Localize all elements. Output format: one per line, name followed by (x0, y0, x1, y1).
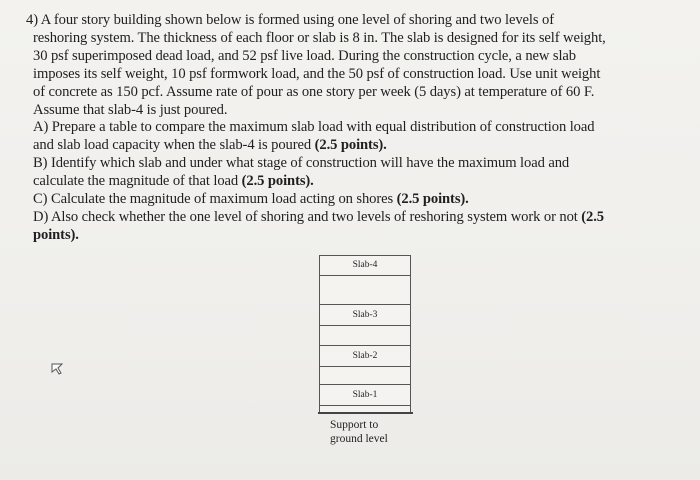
part-a-text: and slab load capacity when the slab-4 is poured (33, 137, 315, 154)
slab-4-box (319, 255, 411, 276)
problem-line-5: of concrete as 150 pcf. Assume rate of pour as one story per week (5 days) at temperature of 60 F. (33, 83, 595, 100)
part-c-text: C) Calculate the magnitude of maximum load acting on shores (33, 191, 397, 208)
part-b-line-1: B) Identify which slab and under what stage of construction will have the maximum load and (33, 155, 570, 172)
part-b-points: (2.5 points). (241, 173, 314, 190)
part-c-line (26, 191, 678, 209)
part-d-text: D) Also check whether the one level of shoring and two levels of reshoring system work or not (33, 208, 582, 225)
slab-3-box (319, 304, 411, 326)
part-a-line-2 (26, 137, 678, 155)
problem-line-4: imposes its self weight, 10 psf formwork load, and the 50 psf of construction load. Use unit weight (33, 65, 601, 82)
part-d-points-a: (2.5 (581, 208, 604, 225)
slab-3-label: Slab-3 (352, 310, 378, 320)
slab-4-label: Slab-4 (352, 260, 378, 270)
part-b-line-2 (26, 173, 678, 191)
problem-line-2: reshoring system. The thickness of each floor or slab is 8 in. The slab is designed for its self weight, (33, 29, 606, 46)
reshore-level-2 (319, 367, 411, 384)
part-c-points: (2.5 points). (396, 191, 469, 208)
part-a-points: (2.5 points). (314, 137, 387, 154)
support-caption-line-2: ground level (330, 433, 388, 445)
problem-line-3: 30 psf superimposed dead load, and 52 psf live load. During the construction cycle, a new slab (33, 47, 576, 64)
slab-2-box (319, 345, 411, 367)
slab-2-label: Slab-2 (352, 351, 378, 361)
shore-level-1 (319, 276, 411, 304)
part-d-line-2: points). (33, 226, 79, 243)
slab-1-label: Slab-1 (352, 390, 378, 400)
reshore-level-1 (319, 326, 411, 345)
support-caption-line-1: Support to (330, 419, 379, 431)
problem-line-6: Assume that slab-4 is just poured. (33, 101, 228, 118)
support-caption (330, 418, 388, 446)
part-a-line-1: A) Prepare a table to compare the maximum slab load with equal distribution of construction load (33, 119, 595, 136)
part-b-text: calculate the magnitude of that load (33, 173, 242, 190)
problem-line-1: 4) A four story building shown below is formed using one level of shoring and two levels of (26, 12, 554, 28)
slab-1-box (319, 384, 411, 406)
ground-line (318, 412, 413, 414)
mouse-cursor-icon (50, 361, 64, 375)
part-d-line-1 (26, 209, 678, 227)
problem-statement (26, 12, 678, 245)
